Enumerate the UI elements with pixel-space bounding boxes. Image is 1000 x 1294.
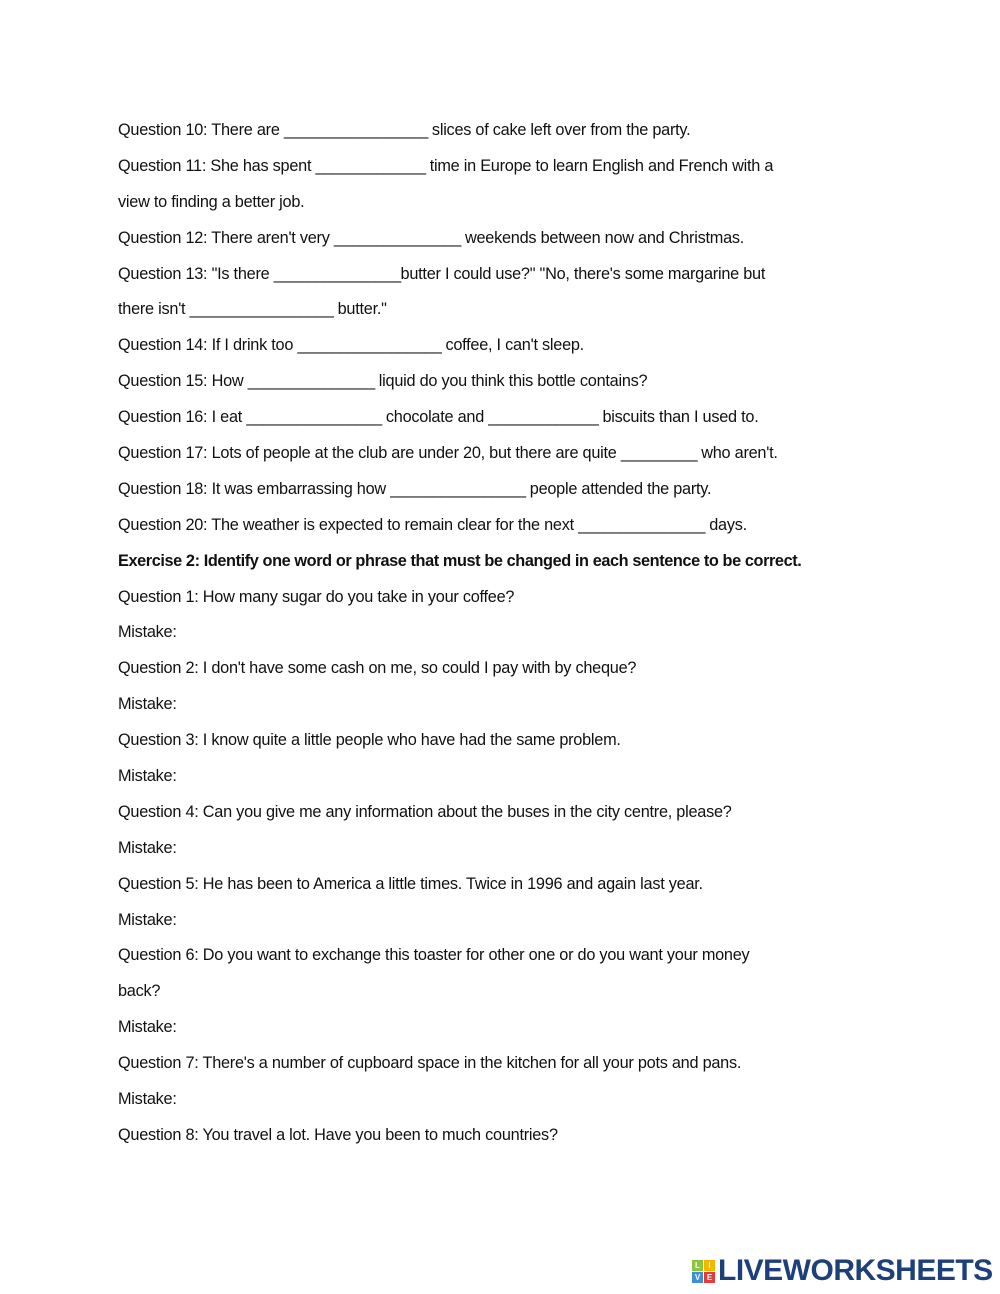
answer-blank[interactable]: _________ [620, 444, 697, 463]
line-text: Question 20: The weather is expected to remain clear for the next [118, 515, 579, 534]
line-text: who aren't. [696, 444, 778, 463]
logo-tile: L [692, 1260, 703, 1271]
line-text: Question 6: Do you want to exchange this toaster for other one or do you want your money [118, 946, 750, 965]
line-text: coffee, I can't sleep. [441, 336, 584, 355]
mistake-label: Mistake: [118, 1018, 177, 1037]
line-text: Question 8: You travel a lot. Have you been to much countries? [118, 1125, 558, 1144]
answer-blank[interactable]: _________________ [189, 300, 334, 319]
line-text: there isn't [118, 300, 190, 319]
logo-tile: E [704, 1272, 715, 1283]
line-text: Exercise 2: Identify one word or phrase that must be changed in each sentence to be correct. [118, 551, 802, 570]
line-text: Question 12: There aren't very [118, 228, 334, 247]
line-text: view to finding a better job. [118, 192, 305, 211]
line-text: Question 14: If I drink too [118, 336, 298, 355]
line-text: back? [118, 982, 161, 1001]
line-text: Question 3: I know quite a little people who have had the same problem. [118, 731, 621, 750]
question-line [118, 586, 918, 622]
question-line [118, 944, 918, 980]
mistake-label: Mistake: [118, 695, 177, 714]
question-line [118, 1124, 918, 1160]
answer-blank[interactable]: _____________ [315, 156, 426, 175]
line-text: Question 7: There's a number of cupboard space in the kitchen for all your pots and pans. [118, 1054, 742, 1073]
line-text: butter I could use?" "No, there's some margarine but [400, 264, 766, 283]
mistake-line [118, 909, 918, 945]
question-line [118, 478, 918, 514]
line-text: time in Europe to learn English and French with a [425, 156, 774, 175]
answer-blank[interactable]: _______________ [333, 228, 461, 247]
line-text: Question 1: How many sugar do you take in your coffee? [118, 587, 515, 606]
line-text: weekends between now and Christmas. [460, 228, 745, 247]
answer-blank[interactable]: ________________ [246, 408, 382, 427]
line-text: Question 5: He has been to America a little times. Twice in 1996 and again last year. [118, 874, 703, 893]
answer-blank[interactable]: _________________ [297, 336, 442, 355]
line-text: Question 17: Lots of people at the club are under 20, but there are quite [118, 444, 621, 463]
mistake-line [118, 621, 918, 657]
question-line [118, 227, 918, 263]
line-text: people attended the party. [525, 479, 712, 498]
mistake-line [118, 1016, 918, 1052]
answer-blank[interactable]: _______________ [578, 515, 705, 534]
worksheet-page [118, 119, 918, 1160]
question-line [118, 801, 918, 837]
line-text: Question 11: She has spent [118, 156, 316, 175]
mistake-line [118, 1088, 918, 1124]
liveworksheets-logo [692, 1254, 993, 1288]
answer-blank[interactable]: _______________ [247, 372, 375, 391]
question-line [118, 298, 918, 334]
line-text: slices of cake left over from the party. [427, 121, 691, 139]
line-text: biscuits than I used to. [598, 408, 759, 427]
question-line [118, 873, 918, 909]
question-line [118, 657, 918, 693]
mistake-answer-field[interactable] [181, 768, 481, 786]
question-line [118, 155, 918, 191]
line-text: days. [704, 515, 747, 534]
mistake-answer-field[interactable] [181, 1091, 481, 1109]
mistake-answer-field[interactable] [181, 696, 481, 714]
answer-blank[interactable]: _____________ [488, 408, 599, 427]
mistake-answer-field[interactable] [181, 911, 481, 929]
line-text: Question 13: "Is there [118, 264, 274, 283]
question-line [118, 1052, 918, 1088]
line-text: liquid do you think this bottle contains? [374, 372, 648, 391]
question-line [118, 980, 918, 1016]
mistake-line [118, 765, 918, 801]
question-line [118, 119, 918, 155]
logo-text: LIVEWORKSHEETS [718, 1254, 993, 1287]
logo-tile: V [692, 1272, 703, 1283]
mistake-answer-field[interactable] [181, 840, 481, 858]
mistake-line [118, 693, 918, 729]
mistake-label: Mistake: [118, 838, 177, 857]
question-line [118, 729, 918, 765]
answer-blank[interactable]: _________________ [283, 121, 428, 139]
mistake-answer-field[interactable] [181, 624, 481, 642]
mistake-label: Mistake: [118, 910, 177, 929]
line-text: Question 18: It was embarrassing how [118, 479, 391, 498]
line-text: chocolate and [381, 408, 489, 427]
question-line [118, 370, 918, 406]
question-line [118, 334, 918, 370]
question-line [118, 406, 918, 442]
line-text: Question 10: There are [118, 121, 284, 139]
line-text: Question 2: I don't have some cash on me, so could I pay with by cheque? [118, 659, 637, 678]
mistake-label: Mistake: [118, 1090, 177, 1109]
line-text: Question 15: How [118, 372, 248, 391]
line-text: butter." [333, 300, 387, 319]
mistake-label: Mistake: [118, 623, 177, 642]
mistake-answer-field[interactable] [181, 1019, 481, 1037]
answer-blank[interactable]: ________________ [390, 479, 526, 498]
mistake-line [118, 837, 918, 873]
line-text: Question 4: Can you give me any information about the buses in the city centre, please? [118, 802, 732, 821]
answer-blank[interactable]: _______________ [273, 264, 401, 283]
exercise-heading [118, 550, 918, 586]
question-line [118, 263, 918, 299]
question-line [118, 191, 918, 227]
question-line [118, 514, 918, 550]
logo-tiles-icon [692, 1260, 715, 1283]
mistake-label: Mistake: [118, 767, 177, 786]
line-text: Question 16: I eat [118, 408, 247, 427]
question-line [118, 442, 918, 478]
logo-tile: I [704, 1260, 715, 1271]
